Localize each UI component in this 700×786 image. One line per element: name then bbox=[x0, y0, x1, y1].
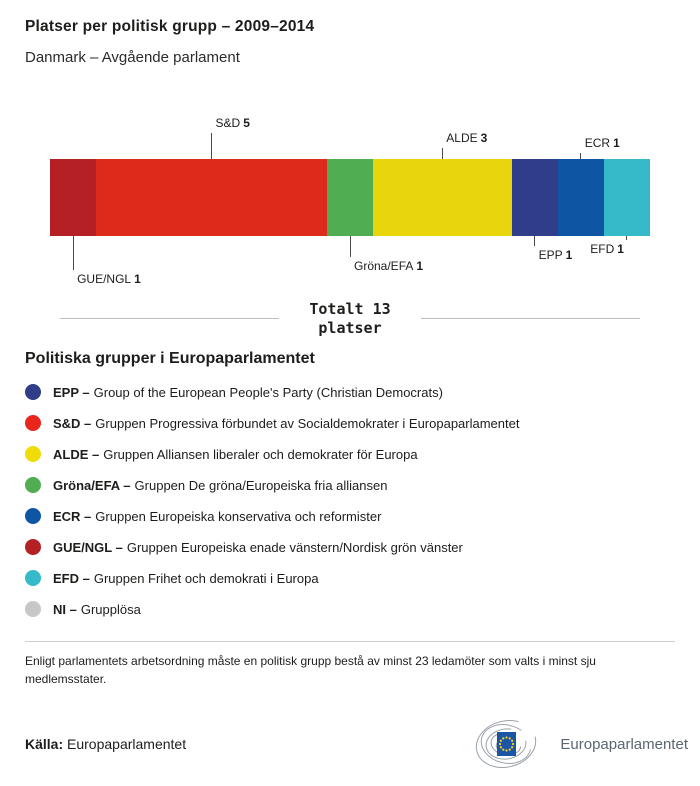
footer bbox=[25, 716, 688, 772]
legend-dot bbox=[25, 384, 41, 400]
legend-dot bbox=[25, 477, 41, 493]
bar-segment-s-d bbox=[96, 159, 327, 236]
legend-list bbox=[25, 377, 675, 625]
europarl-logo bbox=[470, 716, 688, 772]
legend-dot bbox=[25, 446, 41, 462]
callout-label-epp: EPP 1 bbox=[538, 248, 573, 262]
legend-dot bbox=[25, 415, 41, 431]
callout-line-gr-na-efa bbox=[350, 236, 351, 257]
source-value: Europaparlamentet bbox=[67, 736, 187, 752]
legend-item-gr-na-efa bbox=[25, 470, 675, 501]
rule-right bbox=[421, 318, 640, 319]
logo-text: Europaparlamentet bbox=[560, 735, 688, 753]
source bbox=[25, 736, 186, 752]
bar-segment-gr-na-efa bbox=[327, 159, 373, 236]
callout-line-gue-ngl bbox=[73, 236, 74, 270]
legend-item-label: GUE/NGL – Gruppen Europeiska enade vänstern/Nordisk grön vänster bbox=[53, 539, 463, 555]
legend-item-label: ALDE – Gruppen Alliansen liberaler och demokrater för Europa bbox=[53, 446, 418, 462]
bar-segment-epp bbox=[512, 159, 558, 236]
bar-segment-alde bbox=[373, 159, 511, 236]
stacked-bar bbox=[50, 159, 650, 236]
legend-item-efd bbox=[25, 563, 675, 594]
header bbox=[0, 0, 700, 66]
legend-item-gue-ngl bbox=[25, 532, 675, 563]
callout-line-ecr bbox=[580, 153, 581, 159]
legend-item-ecr bbox=[25, 501, 675, 532]
legend-item-label: ECR – Gruppen Europeiska konservativa och reformister bbox=[53, 508, 382, 524]
callout-line-alde bbox=[442, 148, 443, 159]
legend-item-epp bbox=[25, 377, 675, 408]
page-subtitle: Danmark – Avgående parlament bbox=[25, 49, 240, 66]
callout-label-efd: EFD 1 bbox=[590, 242, 624, 256]
seats-chart bbox=[0, 106, 700, 292]
callout-line-s-d bbox=[211, 133, 212, 159]
legend-item-label: S&D – Gruppen Progressiva förbundet av Socialdemokrater i Europaparlamentet bbox=[53, 415, 520, 431]
callout-line-efd bbox=[626, 236, 627, 240]
legend-dot bbox=[25, 570, 41, 586]
source-label: Källa: bbox=[25, 736, 64, 752]
bar-segment-gue-ngl bbox=[50, 159, 96, 236]
legend-item-s-d bbox=[25, 408, 675, 439]
page-title: Platser per politisk grupp – 2009–2014 bbox=[25, 18, 315, 35]
bar-segment-efd bbox=[604, 159, 650, 236]
total-seats bbox=[60, 300, 640, 338]
callout-label-ecr: ECR 1 bbox=[584, 136, 620, 150]
legend bbox=[0, 350, 700, 625]
legend-dot bbox=[25, 539, 41, 555]
rule-left bbox=[60, 318, 279, 319]
legend-dot bbox=[25, 508, 41, 524]
callout-label-gue-ngl: GUE/NGL 1 bbox=[77, 272, 141, 286]
bar-segment-ecr bbox=[558, 159, 604, 236]
legend-item-label: NI – Grupplösa bbox=[53, 601, 141, 617]
callout-label-alde: ALDE 3 bbox=[446, 131, 488, 145]
legend-title: Politiska grupper i Europaparlamentet bbox=[25, 349, 315, 367]
europarl-logo-mark bbox=[470, 716, 556, 772]
callout-line-epp bbox=[534, 236, 535, 246]
legend-item-alde bbox=[25, 439, 675, 470]
callout-label-s-d: S&D 5 bbox=[215, 116, 250, 130]
legend-item-label: EFD – Gruppen Frihet och demokrati i Europa bbox=[53, 570, 319, 586]
callout-label-gr-na-efa: Gröna/EFA 1 bbox=[354, 259, 424, 273]
legend-dot bbox=[25, 601, 41, 617]
total-line1: Totalt 13 bbox=[309, 300, 391, 318]
legend-item-label: EPP – Group of the European People's Party (Christian Democrats) bbox=[53, 384, 443, 400]
total-seats-label bbox=[279, 300, 420, 338]
legend-item-ni bbox=[25, 594, 675, 625]
legend-item-label: Gröna/EFA – Gruppen De gröna/Europeiska fria alliansen bbox=[53, 477, 388, 493]
footnote: Enligt parlamentets arbetsordning måste en politisk grupp bestå av minst 23 ledamöter som valts i minst sju medlemsstater. bbox=[25, 653, 596, 686]
total-line2: platser bbox=[318, 318, 382, 337]
